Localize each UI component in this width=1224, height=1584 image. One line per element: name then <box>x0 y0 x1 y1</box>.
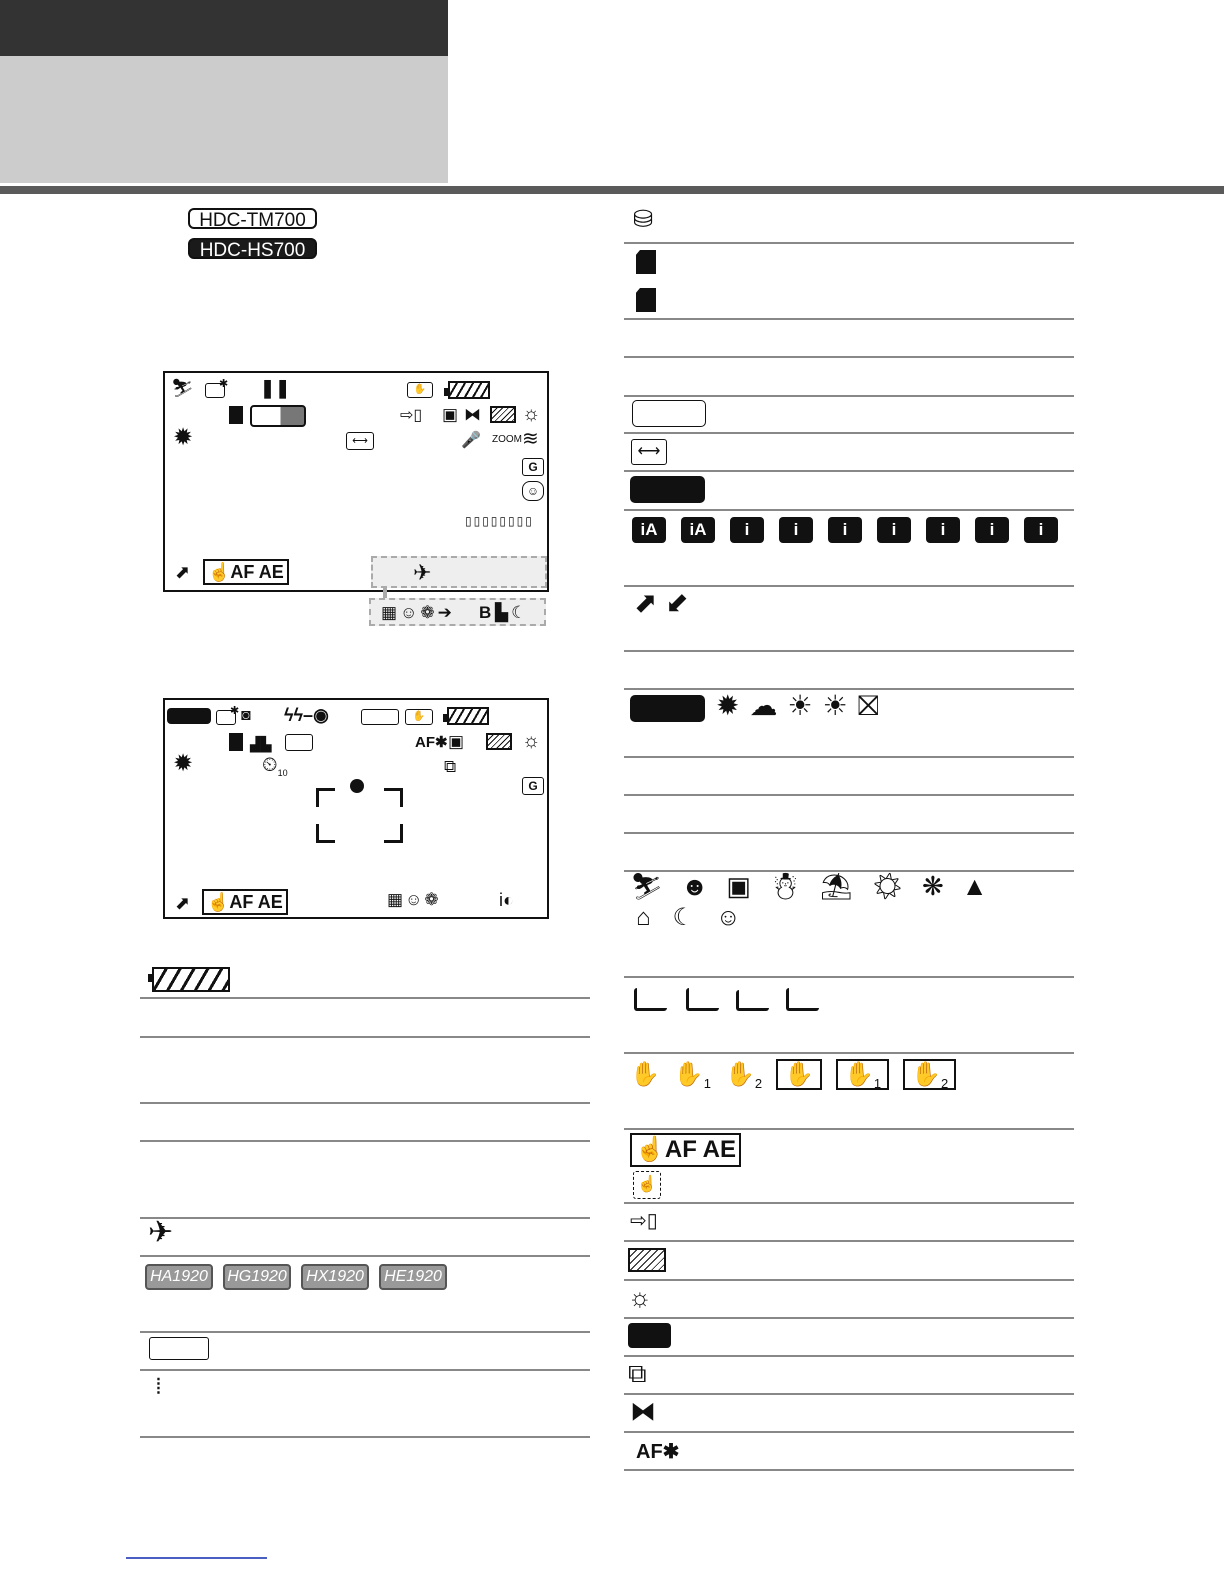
hybrid-ois-2-icon: $✋_2$ <box>903 1059 956 1090</box>
ia-face-icon: i <box>828 517 862 543</box>
battery-icon <box>447 707 489 725</box>
backlight-legend-icon <box>686 988 719 1011</box>
hdd-icon: ⛁ <box>633 206 654 233</box>
touch-shutter-icon: ☝ <box>633 1171 661 1199</box>
backlight-comp-icon: ☼ <box>522 730 541 752</box>
backlight-comp-icon: ☼ <box>522 403 541 425</box>
divider <box>140 1140 590 1142</box>
guideline-icon: G <box>522 458 544 476</box>
battery-icon <box>448 381 490 399</box>
self-timer-sub: 10 <box>277 768 288 778</box>
scene-mode-icons-2: ⌂☾☺ <box>636 904 763 931</box>
touch-ae-af-icon: ☝AF AE <box>203 559 289 585</box>
divider <box>624 976 1074 978</box>
dark-badge-icon <box>630 476 705 503</box>
divider <box>624 1128 1074 1130</box>
backlight-legend-icon <box>736 990 769 1011</box>
divider <box>140 1331 590 1333</box>
ois-icons <box>630 1062 956 1097</box>
focus-bracket-br <box>384 824 403 843</box>
sd-card-legend-icon <box>636 250 656 274</box>
ia-night-scenery-icon: i <box>975 517 1009 543</box>
divider <box>624 1052 1074 1054</box>
ois-icon: ✋ <box>407 382 433 398</box>
white-balance-icons: ✹☁☀☀⛝ <box>716 690 889 721</box>
ia-plus-icon: iA <box>681 517 715 543</box>
divider <box>624 470 1074 472</box>
dark-badge-icon <box>630 695 705 722</box>
divider <box>140 1217 590 1219</box>
airplane-icon: ✈ <box>413 560 432 585</box>
wind-noise-icon: ≋ <box>522 428 539 450</box>
model-badge-hs700: HDC-HS700 <box>188 238 317 259</box>
touch-ae-af-label: AF AE <box>229 892 283 912</box>
intelligent-auto-icons <box>632 515 1073 543</box>
ois-sub: 1 <box>703 1075 712 1091</box>
divider <box>624 1431 1074 1433</box>
divider <box>140 1102 590 1104</box>
format-hx-icon: HX1920 <box>301 1264 369 1290</box>
ia-b-label: B <box>479 603 492 622</box>
zebra-icon <box>490 406 516 423</box>
sports-mode-icon: ⛷ <box>171 378 194 398</box>
divider <box>624 1317 1074 1319</box>
footer-link[interactable] <box>126 1557 267 1559</box>
burst-icon: ⧉ <box>444 757 457 776</box>
white-balance-icon: ✹ <box>173 750 194 777</box>
remaining-bar-icon <box>250 405 306 427</box>
face-frame-icon: ▣ <box>448 732 465 751</box>
airplane-legend-icon: ✈ <box>148 1216 174 1249</box>
tele-macro-arrow-icon: ⬈ <box>175 562 191 582</box>
ois-2-icon: $✋_2$ <box>725 1061 763 1091</box>
color-night-legend-icon: ⧓ <box>630 1396 656 1426</box>
divider <box>624 832 1074 834</box>
divider <box>140 1369 590 1371</box>
tele-macro-arrows-icon: ⬈ ⬋ <box>634 587 689 618</box>
divider <box>624 585 1074 587</box>
wide-conversion-icon: ⟷ <box>346 432 374 450</box>
focus-dot <box>350 779 364 793</box>
burst-legend-icon: ⧉ <box>628 1358 647 1388</box>
ia-portrait-night-icons: ▙☾ <box>495 603 530 622</box>
ois-sub: 1 <box>873 1075 882 1091</box>
ia-night-portrait-icon: i <box>926 517 960 543</box>
wide-conversion-legend-icon: ⟷ <box>631 439 667 465</box>
dark-badge-icon <box>628 1323 671 1348</box>
flash-icon: ϟϟ–◉ <box>284 705 329 725</box>
relay-rec-icon: ⇨▯ <box>400 407 423 424</box>
ia-mode-icons: ▦☺❁ <box>387 890 441 909</box>
divider <box>624 1202 1074 1204</box>
divider <box>624 1279 1074 1281</box>
ia-scenery-icon: i <box>779 517 813 543</box>
touch-ae-af-label: AF AE <box>230 562 284 582</box>
zebra-icon <box>486 733 512 750</box>
ois-1-icon: $✋_1$ <box>673 1061 712 1091</box>
recording-format-icons <box>145 1261 457 1290</box>
divider <box>624 318 1074 320</box>
divider <box>624 794 1074 796</box>
header-light-band <box>0 56 448 183</box>
header-rule <box>0 186 1224 194</box>
divider <box>624 356 1074 358</box>
intelligent-contrast-label: i <box>499 890 503 910</box>
quality-icon: ▟▙ <box>250 736 272 752</box>
touch-ae-af-legend-icon: ☝AF AE <box>630 1133 741 1167</box>
memory-icon: ⦙ <box>156 1374 161 1399</box>
divider <box>624 756 1074 758</box>
ois-sub: 2 <box>941 1075 949 1091</box>
divider <box>140 1436 590 1438</box>
pause-icon: ❚❚ <box>260 378 291 398</box>
ois-icon: ✋ <box>630 1061 660 1088</box>
flash-level-box <box>361 709 399 725</box>
picture-count-box <box>285 734 313 751</box>
still-picture-screen <box>163 698 549 919</box>
ois-sub: 2 <box>754 1075 763 1091</box>
touch-ae-af-icon: ☝AF AE <box>202 889 288 915</box>
color-night-icon: ⧓ <box>464 405 481 424</box>
divider <box>624 1393 1074 1395</box>
af-assist-label: AF <box>415 734 435 751</box>
battery-legend-icon <box>152 967 230 992</box>
sd-card-icon <box>229 406 243 424</box>
backlight-legend-icon <box>786 988 819 1011</box>
format-hg-icon: HG1920 <box>223 1264 291 1290</box>
focus-bracket-tr <box>384 788 403 807</box>
white-balance-icon: ✹ <box>173 424 194 451</box>
hybrid-ois-icon: ✋ <box>776 1059 822 1090</box>
picture-size-badge <box>167 708 211 724</box>
sd-card-legend-icon <box>636 288 656 312</box>
ia-spotlight-icon: i <box>877 517 911 543</box>
blank-badge-icon <box>149 1337 209 1360</box>
divider <box>624 1240 1074 1242</box>
ia-mode-icons: ▦☺❁➔ <box>381 603 455 622</box>
tele-macro-arrow-icon: ⬈ <box>175 893 191 913</box>
backlight-legend-icon <box>634 988 667 1011</box>
divider <box>624 1355 1074 1357</box>
blank-badge-icon <box>632 400 706 427</box>
backlight-star-icon: ✱ <box>230 705 240 717</box>
backlight-star-icon: ✱ <box>219 378 229 390</box>
divider <box>140 997 590 999</box>
counter-placeholder: ▯▯▯▯▯▯▯▯ <box>465 514 534 528</box>
divider <box>624 432 1074 434</box>
hybrid-ois-1-icon: $✋_1$ <box>836 1059 889 1090</box>
intelligent-auto-modes-box <box>369 598 546 626</box>
guideline-icon: G <box>522 777 544 795</box>
header-dark-band <box>0 0 448 56</box>
intelligent-contrast-icon: i◐ <box>499 890 514 910</box>
motion-picture-screen <box>163 371 549 592</box>
divider <box>624 242 1074 244</box>
focus-bracket-bl <box>316 824 335 843</box>
scene-mode-icons: ⛷☻▣☃⛱☀❋▲ <box>630 871 1006 901</box>
ia-portrait-icon: i <box>730 517 764 543</box>
backlight-comp-legend-icon: ☼ <box>628 1282 652 1312</box>
ia-icon: iA <box>632 517 666 543</box>
af-assist-legend-icon: AF✱ <box>636 1441 680 1463</box>
ia-macro-icon: i <box>1024 517 1058 543</box>
divider <box>624 509 1074 511</box>
divider <box>140 1255 590 1257</box>
relay-rec-legend-icon: ⇨▯ <box>630 1210 658 1232</box>
zoom-mic-icon: ZOOM <box>492 434 522 445</box>
self-timer-icon: $⏲_{10}$ <box>262 754 288 778</box>
sd-card-icon <box>229 733 243 751</box>
face-recog-icon: ☺ <box>522 481 544 501</box>
format-ha-icon: HA1920 <box>145 1264 213 1290</box>
divider <box>140 1036 590 1038</box>
ois-icon: ✋ <box>405 709 433 725</box>
mic-icon: 🎤 <box>461 432 481 449</box>
format-he-icon: HE1920 <box>379 1264 447 1290</box>
af-assist-label: AF <box>636 1441 663 1463</box>
af-assist-icon: AF✱ <box>415 734 448 751</box>
focus-bracket-tl <box>316 788 335 807</box>
camera-icon: ◙ <box>241 707 251 724</box>
divider <box>624 395 1074 397</box>
divider <box>624 1469 1074 1471</box>
model-badge-tm700: HDC-TM700 <box>188 208 317 229</box>
touch-ae-af-label: AF AE <box>664 1136 736 1163</box>
mode-area-box <box>371 556 547 588</box>
zebra-legend-icon <box>628 1248 666 1272</box>
face-frame-icon: ▣ <box>442 405 459 424</box>
divider <box>624 650 1074 652</box>
